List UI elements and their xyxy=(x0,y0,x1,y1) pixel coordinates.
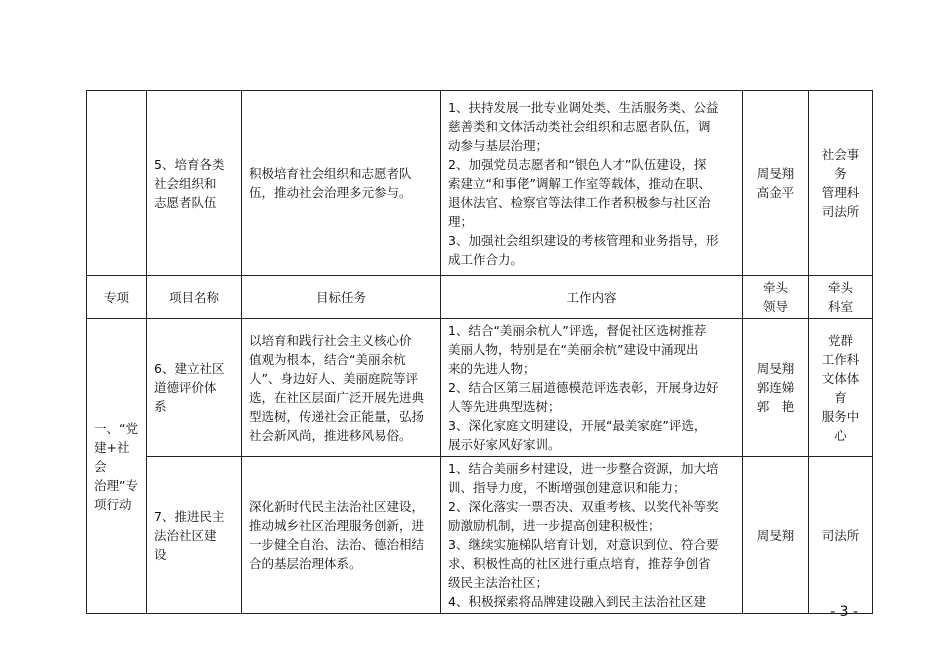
header-content: 工作内容 xyxy=(441,276,743,319)
office-cell: 司法所 xyxy=(809,457,873,614)
leader-cell: 周旻翔 xyxy=(743,457,809,614)
goal-cell: 积极培育社会组织和志愿者队 伍，推动社会治理多元参与。 xyxy=(242,91,441,276)
goal-cell: 深化新时代民主法治社区建设， 推动城乡社区治理服务创新，进 一步健全自治、法治、德治相结 合的基层治理体系。 xyxy=(242,457,441,614)
goal-cell: 以培育和践行社会主义核心价 值观为根本，结合“美丽余杭 人”、身边好人、美丽庭院等评 选，在社区层面广泛开展先进典 型选树，传递社会正能量，弘扬 社会新风尚，推进移风易俗。 xyxy=(242,319,441,457)
header-zhuanxiang: 专项 xyxy=(87,276,147,319)
section-label-cell: 一、“党 建+社会 治理”专 项行动 xyxy=(87,319,147,614)
content-cell: 1、结合“美丽余杭人”评选，督促社区选树推荐 美丽人物，特别是在“美丽余杭”建设中涌现出 来的先进人物； 2、结合区第三届道德模范评选表彰，开展身边好 人等先进典型选树； 3、深化家庭文明建设，开展“最美家庭”评选， 展示好家风好家训。 xyxy=(441,319,743,457)
project-name-cell: 5、培育各类 社会组织和 志愿者队伍 xyxy=(147,91,242,276)
leader-cell: 周旻翔 郭连娣 郭 艳 xyxy=(743,319,809,457)
office-cell: 党群 工作科 文体体育 服务中心 xyxy=(809,319,873,457)
table-row xyxy=(87,457,873,614)
office-cell: 社会事务 管理科 司法所 xyxy=(809,91,873,276)
content-cell: 1、扶持发展一批专业调处类、生活服务类、公益 慈善类和文体活动类社会组织和志愿者队伍，调 动参与基层治理； 2、加强党员志愿者和“银色人才”队伍建设，探 索建立“和事佬”调解工作室等载体，推动在职、 退休法官、检察官等法律工作者积极参与社区治 理； 3、加强社会组织建设的考核管理和业务指导，形 成工作合力。 xyxy=(441,91,743,276)
content-cell: 1、结合美丽乡村建设，进一步整合资源，加大培 训、指导力度，不断增强创建意识和能力； 2、深化落实一票否决、双重考核、以奖代补等奖 励激励机制，进一步提高创建积极性； 3、继续实施梯队培育计划，对意识到位、符合要 求、积极性高的社区进行重点培育，推荐争创省 级民主法治社区； 4、积极探索将品牌建设融入到民主法治社区建 xyxy=(441,457,743,614)
page-number: - 3 - xyxy=(830,604,858,620)
table-row xyxy=(87,319,873,457)
header-name: 项目名称 xyxy=(147,276,242,319)
leader-cell: 周旻翔 高金平 xyxy=(743,91,809,276)
header-office: 牵头 科室 xyxy=(809,276,873,319)
table-row xyxy=(87,91,873,276)
section-cell-empty xyxy=(87,91,147,276)
header-leader: 牵头 领导 xyxy=(743,276,809,319)
table-header-row xyxy=(87,276,873,319)
project-name-cell: 7、推进民主 法治社区建 设 xyxy=(147,457,242,614)
header-goal: 目标任务 xyxy=(242,276,441,319)
project-name-cell: 6、建立社区 道德评价体 系 xyxy=(147,319,242,457)
work-plan-table xyxy=(86,90,873,614)
